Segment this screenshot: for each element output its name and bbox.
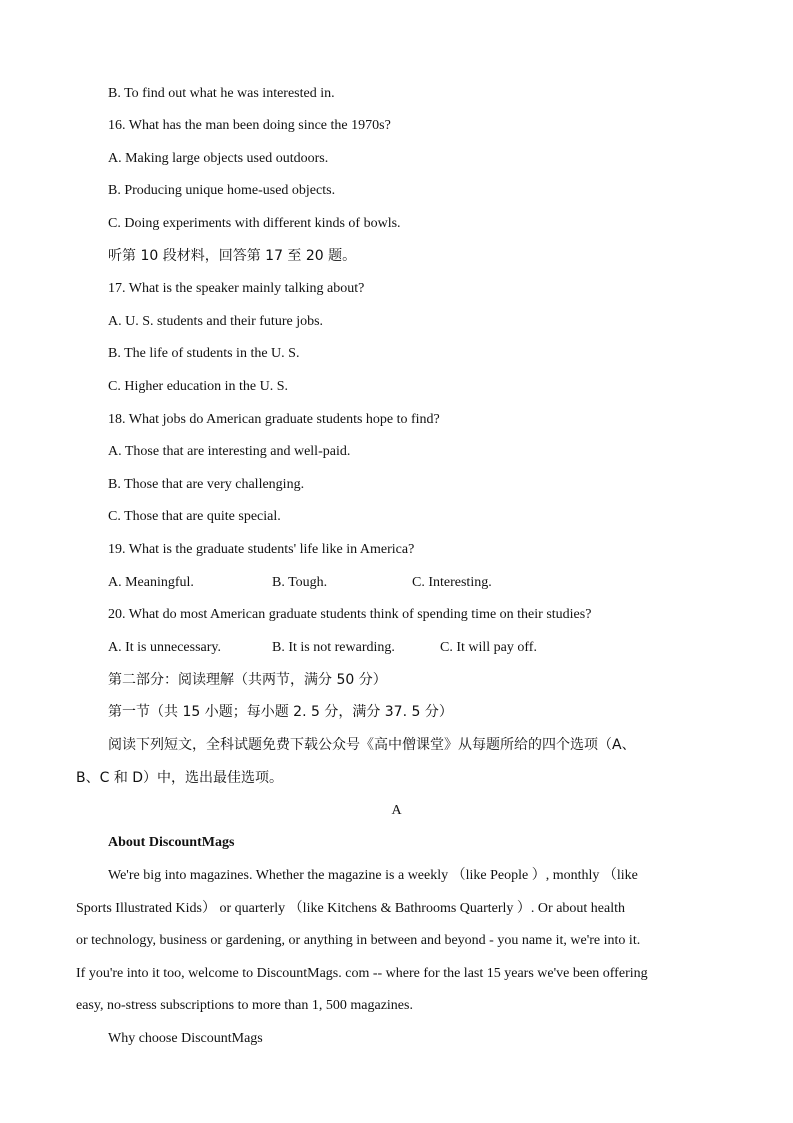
question-20-option-a: A. It is unnecessary. <box>108 640 222 655</box>
question-17-option-c: C. Higher education in the U. S. <box>108 379 289 394</box>
question-19: 19. What is the graduate students' life like in America? <box>108 542 415 557</box>
question-16-option-b: B. Producing unique home-used objects. <box>108 183 336 198</box>
question-18-option-c: C. Those that are quite special. <box>108 509 281 524</box>
part-2-heading: 第二部分：阅读理解（共两节，满分 50 分） <box>108 672 387 688</box>
question-20-option-c: C. It will pay off. <box>440 640 537 655</box>
question-16: 16. What has the man been doing since the 1970s? <box>108 118 391 133</box>
question-20: 20. What do most American graduate students think of spending time on their studies? <box>108 607 592 622</box>
question-16-option-a: A. Making large objects used outdoors. <box>108 151 329 166</box>
question-18-option-b: B. Those that are very challenging. <box>108 477 305 492</box>
reading-instruction-line-1: 阅读下列短文，全科试题免费下载公众号《高中僧课堂》从每题所给的四个选项（A、 <box>108 737 636 753</box>
passage-paragraph-line-2: Sports Illustrated Kids） or quarterly （like Kitchens & Bathrooms Quarterly ）. Or about health <box>76 901 626 916</box>
question-19-option-a: A. Meaningful. <box>108 575 194 590</box>
passage-heading-about: About DiscountMags <box>108 835 235 850</box>
question-16-option-c: C. Doing experiments with different kinds of bowls. <box>108 216 401 231</box>
section-1-heading: 第一节（共 15 小题；每小题 2. 5 分，满分 37. 5 分） <box>108 704 453 720</box>
question-18: 18. What jobs do American graduate students hope to find? <box>108 412 440 427</box>
question-17: 17. What is the speaker mainly talking about? <box>108 281 365 296</box>
passage-paragraph-line-5: easy, no-stress subscriptions to more than 1, 500 magazines. <box>76 998 413 1013</box>
reading-instruction-line-2: B、C 和 D）中，选出最佳选项。 <box>76 770 284 786</box>
question-17-option-a: A. U. S. students and their future jobs. <box>108 314 324 329</box>
passage-heading-why: Why choose DiscountMags <box>108 1031 263 1046</box>
passage-letter: A <box>391 803 402 818</box>
question-15-option-b: B. To find out what he was interested in. <box>108 86 335 101</box>
question-20-option-b: B. It is not rewarding. <box>272 640 395 655</box>
passage-paragraph-line-3: or technology, business or gardening, or anything in between and beyond - you name it, we're into it. <box>76 933 641 948</box>
question-19-option-b: B. Tough. <box>272 575 328 590</box>
question-18-option-a: A. Those that are interesting and well-paid. <box>108 444 351 459</box>
question-17-option-b: B. The life of students in the U. S. <box>108 346 300 361</box>
question-19-option-c: C. Interesting. <box>412 575 492 590</box>
listening-section-10-instruction: 听第 10 段材料，回答第 17 至 20 题。 <box>108 248 357 264</box>
passage-paragraph-line-4: If you're into it too, welcome to DiscountMags. com -- where for the last 15 years we've been offering <box>76 966 648 981</box>
passage-paragraph-line-1: We're big into magazines. Whether the magazine is a weekly （like People ）, monthly （like <box>108 868 638 883</box>
